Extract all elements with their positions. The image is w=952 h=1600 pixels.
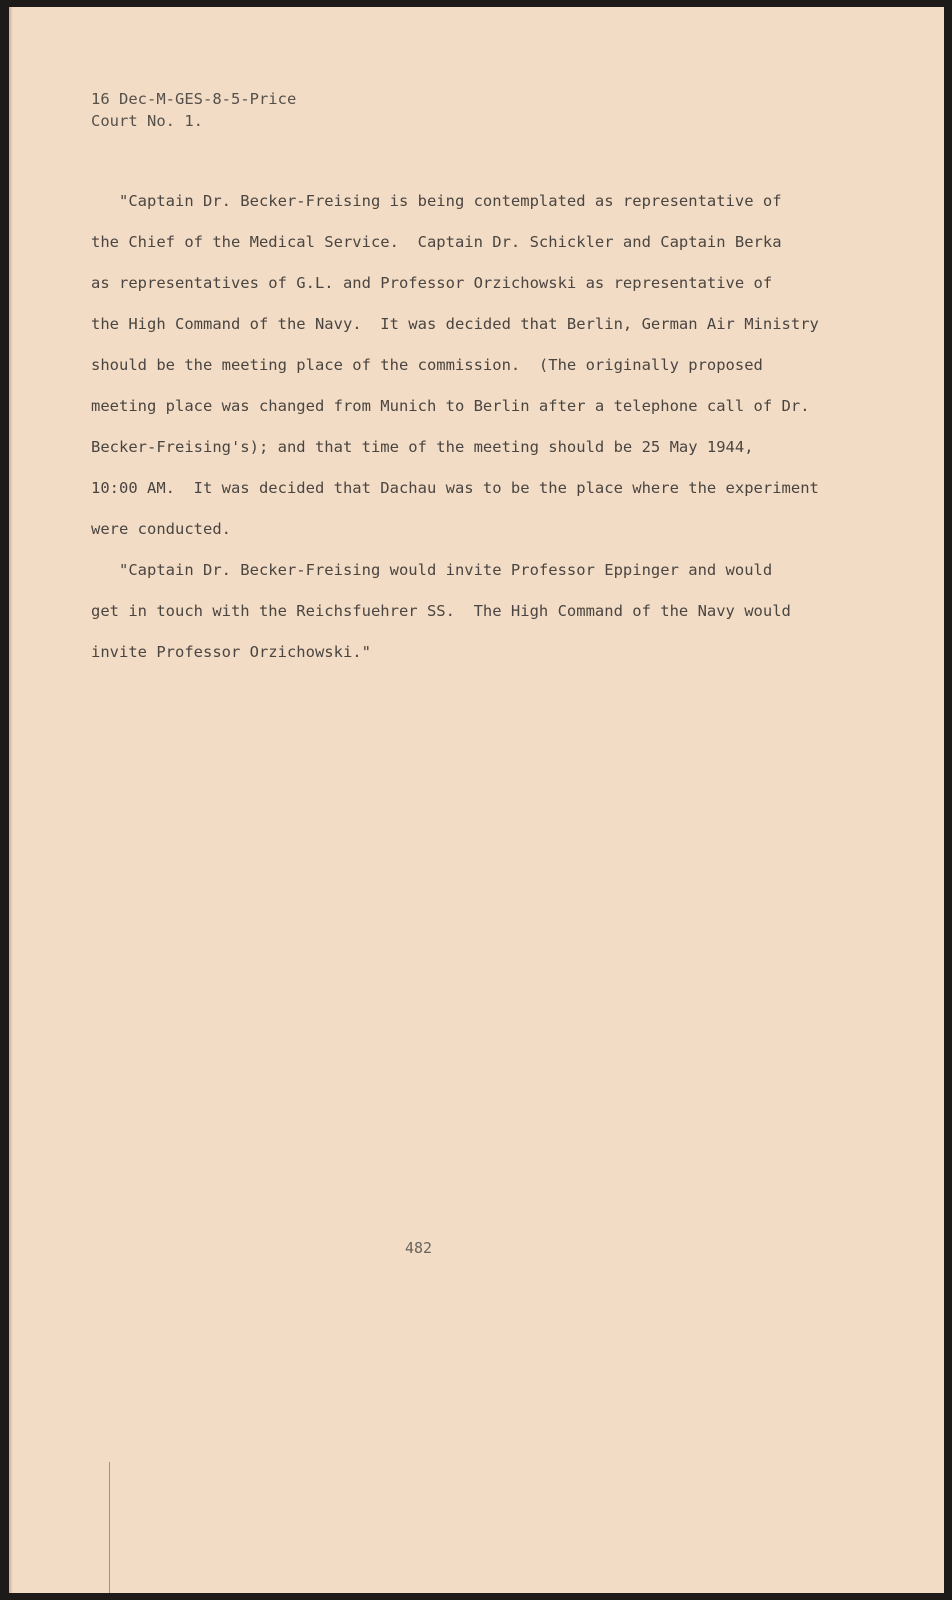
header-line-1: 16 Dec-M-GES-8-5-Price — [91, 90, 297, 108]
header-line-2: Court No. 1. — [91, 112, 203, 130]
body-line: "Captain Dr. Becker-Freising would invite Professor Eppinger and would — [91, 561, 773, 579]
page-edge-shadow — [9, 7, 13, 1593]
body-line: invite Professor Orzichowski." — [91, 643, 371, 661]
body-line: as representatives of G.L. and Professor Orzichowski as representative of — [91, 274, 773, 292]
page-number: 482 — [405, 1239, 433, 1257]
body-line: should be the meeting place of the commission. (The originally proposed — [91, 356, 763, 374]
body-line: meeting place was changed from Munich to Berlin after a telephone call of Dr. — [91, 397, 810, 415]
body-line: the High Command of the Navy. It was decided that Berlin, German Air Ministry — [91, 315, 819, 333]
body-line: get in touch with the Reichsfuehrer SS. The High Command of the Navy would — [91, 602, 791, 620]
paper-crease — [109, 1462, 116, 1593]
body-line: the Chief of the Medical Service. Captain Dr. Schickler and Captain Berka — [91, 233, 782, 251]
body-line: "Captain Dr. Becker-Freising is being contemplated as representative of — [91, 192, 782, 210]
body-line: were conducted. — [91, 520, 231, 538]
body-line: Becker-Freising's); and that time of the meeting should be 25 May 1944, — [91, 438, 754, 456]
body-line: 10:00 AM. It was decided that Dachau was to be the place where the experiment — [91, 479, 819, 497]
document-page — [9, 7, 944, 1593]
